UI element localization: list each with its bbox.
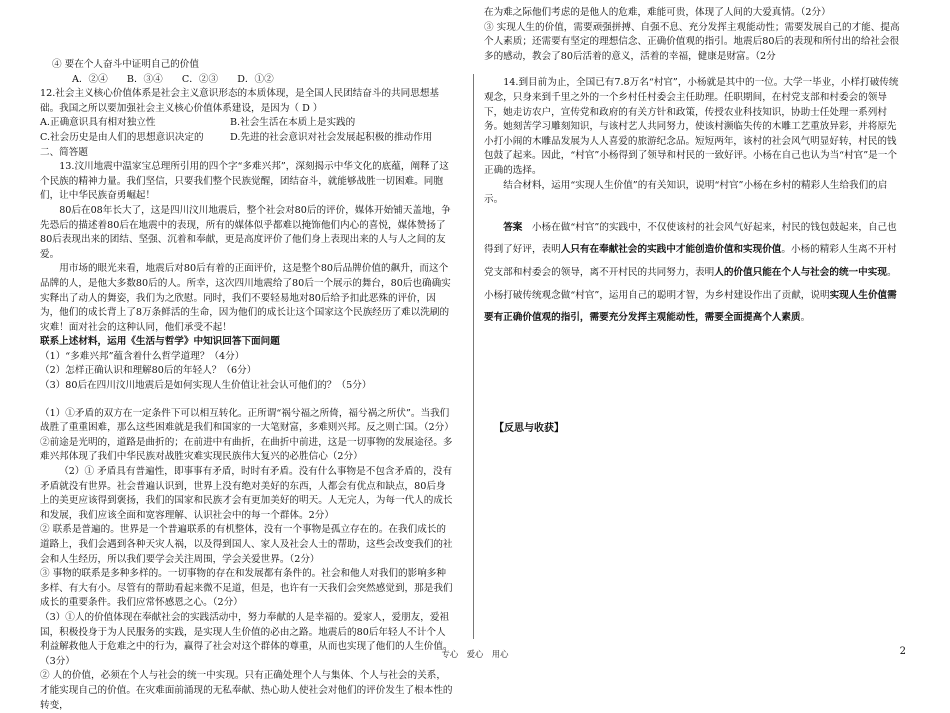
q13-sub-1: （1）“多难兴邦”蕴含着什么哲学道理？（4分） <box>40 350 245 362</box>
answer-text-1: 小杨在做“村官”的实践中，不仅使该村的社会风气好起来，村民的钱包鼓起来，自己也得到了好评，表明 <box>484 221 897 256</box>
q13-task: 联系上述材料，运用《生活与哲学》中知识回答下面问题 <box>40 336 280 348</box>
q13-paragraph-3: 用市场的眼光来看，地震后对80后有着的正面评价，这是整个80后品牌价值的飙升，而这个品牌的人，是他大多数80后的人。所幸，这次四川地震给了80后一个展示的舞台，80后也确确实实释出了动人的舞姿，我们为之欣慰。同时，我们不要轻易地对80后给予扣此恶殊的评价，因为，他们的成长背上了8万条鲜活的生命，因为他们的成长让这个国家这个民族经历了难以洗刷的灾难！面对社会的这种认同，他们承受不起！ <box>40 263 451 333</box>
options-row: A．②④ B．③④ C．②③ D．①② <box>72 73 274 85</box>
question-14: 14.到目前为止，全国已有7.8万名“村官”，小杨就是其中的一位。大学一毕业，小样打破传统观念，只身来到千里之外的一个乡村任村委会主任助理。任职期间，在村党支部和村委会的领导下，她走访农户，宣传党和政府的有关方针和政策，传授农业科技知识，协助士任处理一系列村务。她刻苦学习雕刻知识，与该村艺人共同努力，使该村濒临失传的木雕工艺重放异彩，并将原先小打小闹的木雕品发展为人人喜爱的旅游纪念品。短短两年，该村的社会风气明显好转，村民的钱包鼓了起来。因此，“村官”小杨得到了领导和村民的一致好评。小杨在自己也认为当“村官”是一个正确的选择。 <box>484 77 899 176</box>
answer-key-3: 实现人生价值需要有正确价值观的指引，需要充分发挥主观能动性，需要全面提高个人素质 <box>484 289 897 324</box>
spacer <box>484 64 906 76</box>
q12-row-ab <box>40 116 453 131</box>
left-column <box>40 58 453 713</box>
option-4-text: ④ 要在个人奋斗中证明自己的价值 <box>52 59 199 70</box>
question-12: 12.社会主义核心价值体系是社会主义意识形态的本质体现，是全国人民团结奋斗的共同思想基础。我国之所以要加强社会主义核心价值体系建设，是因为（ D ） <box>40 88 440 114</box>
spacer <box>40 394 453 407</box>
q13-paragraph-2: 80后在08年长大了，这是四川汶川地震后，整个社会对80后的评价，媒体开始铺天盖地，争先恐后的描述着80后在地震中的表现，所有的媒体似乎都难以掩饰他们内心的喜悦，媒体赞扬了80后表现出来的团结、坚强、沉着和奉献，更是高度评价了他们身上表现出来的人与人之间的友爱。 <box>40 204 451 260</box>
answer-label: 答案 <box>503 221 523 233</box>
q12-row-cd <box>40 131 453 146</box>
answer-key-2: 人的价值只能在个人与社会的统一中实现 <box>714 266 887 278</box>
reflection-heading: 【反思与收获】 <box>494 423 564 434</box>
q13-paragraph-1: 13.汶川地震中温家宝总理所引用的四个字“多难兴邦”，深刻揭示中华文化的底蕴，阐释了这个民族的精神力量。我们坚信，只要我们整个民族觉醒，团结奋斗，就能够战胜一切困难。同胞们，让中华民族奋勇崛起！ <box>40 161 449 202</box>
answer-3-continued: 在为难之际他们考虑的是他人的危难，难能可贵，体现了人间的大爱真情。（2分） <box>484 7 831 18</box>
right-column <box>484 6 906 330</box>
answer-text-2: 。小杨的精彩人生离不开村党支部和村委会的领导，离不开村民的共同努力，表明 <box>484 244 897 278</box>
q12-option-d: D.先进的社会意识对社会发展起积极的推动作用 <box>230 131 433 143</box>
answer-2-point-2: ② 联系是普遍的。世界是一个普遍联系的有机整体，没有一个事物是孤立存在的。在我们成长的道路上，我们会遇到各种天灾人祸，以及得到国人、家人及社会人士的帮助，这些会改变我们的社会和人生经历，所以我们要学会关注周围，学会关爱世界。（2分） <box>40 524 453 565</box>
answer-key-1: 人只有在奉献社会的实践中才能创造价值和实现价值 <box>560 244 782 256</box>
answer-text-3: 。小杨打破传统观念做“村官”，运用自己的聪明才智，为乡村建设作出了贡献，说明 <box>484 266 897 301</box>
answer-3-point-2: ② 人的价值，必须在个人与社会的统一中实现。只有正确处理个人与集体、个人与社会的关系，才能实现自己的价值。在灾难面前涌现的无私奉献、热心助人使社会对他们的评价发生了根本性的转变， <box>40 670 453 711</box>
answer-text-4: 。 <box>800 312 811 324</box>
page-number: 2 <box>899 646 906 657</box>
answer-3-point-1: （3）①人的价值体现在奉献社会的实践活动中，努力奉献的人是幸福的。爱家人，爱朋友，爱祖国，积极投身于为人民服务的实践，是实现人生价值的必由之路。地震后的80后年轻人不计个人利益解救他人于危难之中的行为，赢得了社会对这个群体的尊重，从而也实现了他们的人生价值。（3分） <box>40 611 453 667</box>
answer-2-point-1: （2）① 矛盾具有普遍性，即事事有矛盾，时时有矛盾。没有什么事物是不包含矛盾的，没有矛盾就没有世界。社会普遍认识到，世界上没有绝对美好的东西，人都会有优点和缺点，80后身上的美更应该得到褒扬，我们的国家和民族才会有更加美好的明天。人无完人，为每一代人的成长和发展，我们应该全面和宽容理解、认识社会中的每一个群体。2分） <box>40 466 453 521</box>
footer-motto: 专心 爱心 用心 <box>441 649 509 659</box>
q13-sub-2: （2）怎样正确认识和理解80后的年轻人？（6分） <box>40 365 257 377</box>
q13-sub-3: （3）80后在四川汶川地震后是如何实现人生价值让社会认可他们的？（5分） <box>40 380 372 392</box>
answer-2-point-3: ③ 事物的联系是多种多样的。一切事物的存在和发展都有条件的。社会和他人对我们的影响多种多样、有大有小。尽管有的帮助看起来微不足道，但是，也许有一天我们会突然感觉到，那是我们成长的重要条件。我们应常怀感恩之心。（2分） <box>40 568 453 609</box>
answer-1: （1）①矛盾的双方在一定条件下可以相互转化。正所谓“祸兮福之所倚，福兮祸之所伏”。当我们战胜了重重困难，那么这些困难就是我们和国家的一大笔财富，多难则兴邦。反之则亡国。（2分）②前途是光明的，道路是曲折的；在前进中有曲折，在曲折中前进，这是一切事物的发展途径。多难兴邦体现了我们中华民族对战胜灾难实现民族伟大复兴的必胜信心（2分） <box>40 407 453 463</box>
column-divider <box>473 74 474 639</box>
answer-3-point-3: ③ 实现人生的价值，需要顽强拼搏、自强不息、充分发挥主观能动性；需要发展自己的才能、提高个人素质；还需要有坚定的理想信念、正确价值观的指引。地震后80后的表现和所付出的给社会很多的感动，教会了80后活着的意义，活着的幸福，健康是财富。（2分 <box>484 21 900 62</box>
q14-task: 结合材料，运用“实现人生价值”的有关知识，说明“村官”小杨在乡村的精彩人生给我们的启示。 <box>484 179 888 206</box>
q14-answer <box>484 217 906 330</box>
section-heading: 二、简答题 <box>40 146 88 158</box>
q12-option-b: B.社会生活在本质上是实践的 <box>230 117 356 129</box>
q12-option-a: A.正确意识具有相对独立性 <box>40 117 156 129</box>
q12-option-c: C.社会历史是由人们的思想意识决定的 <box>40 131 204 143</box>
